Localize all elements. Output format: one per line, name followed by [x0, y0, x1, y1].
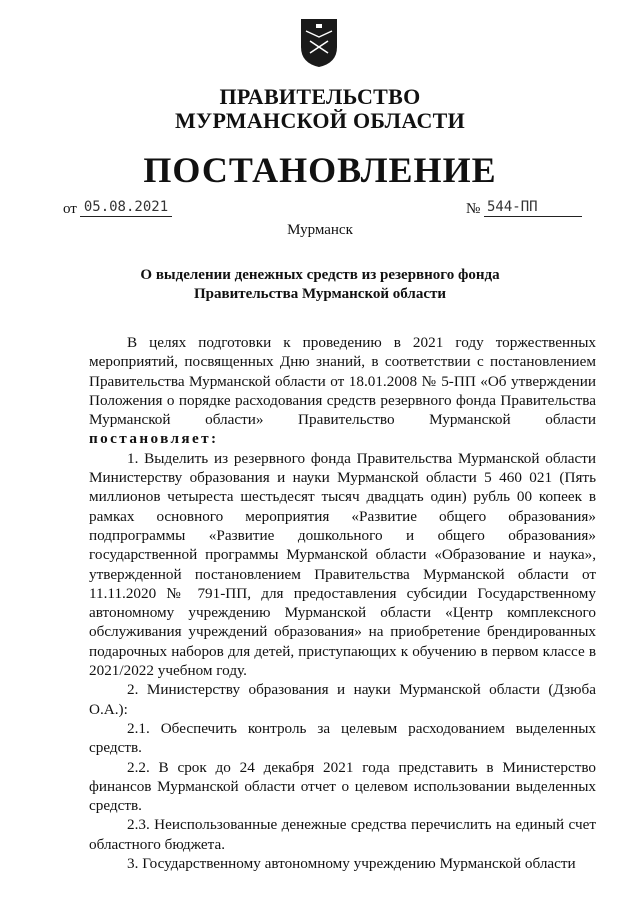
document-body	[89, 333, 596, 873]
organization-name-line2: МУРМАНСКОЙ ОБЛАСТИ	[174, 108, 466, 133]
paragraph-2-1: 2.1. Обеспечить контроль за целевым расходованием выделенных средств.	[89, 719, 596, 757]
organization-name-line1: ПРАВИТЕЛЬСТВО	[219, 84, 421, 109]
document-type: ПОСТАНОВЛЕНИЕ	[143, 150, 497, 190]
city: Мурманск	[287, 222, 353, 238]
document-title-line1: О выделении денежных средств из резервного фонда	[140, 267, 500, 283]
intro-paragraph	[89, 333, 596, 449]
paragraph-2-2: 2.2. В срок до 24 декабря 2021 года представить в Министерство финансов Мурманской области отчет о целевом использовании выделенных средств.	[89, 758, 596, 815]
coat-of-arms-icon	[298, 17, 340, 69]
number-label: №	[466, 201, 481, 217]
document-date: 05.08.2021	[80, 198, 172, 217]
intro-text: В целях подготовки к проведению в 2021 году торжественных мероприятий, посвященных Дню знаний, в соответствии с постановлением Правительства Мурманской области от 18.01.2008 № 5-ПП «Об утверждении Положения о порядке расходования средств резервного фонда Правительства Мурманской области» Правительство Мурманской области	[89, 334, 596, 429]
paragraph-1: 1. Выделить из резервного фонда Правительства Мурманской области Министерству образования и науки Мурманской области 5 460 021 (Пять миллионов четыреста шестьдесят тысяч двадцать один) рубль 00 копеек в рамках основного мероприятия «Развитие общего образования» подпрограммы «Развитие дошкольного и общего образования» государственной программы Мурманской области «Образование и наука», утвержденной постановлением Правительства Мурманской области от 11.11.2020 № 791-ПП, для предоставления субсидии Государственному автономному учреждению Мурманской области «Центр комплексного обслуживания учреждений образования» на приобретение брендированных подарочных наборов для детей, приступающих к обучению в первом классе в 2021/2022 учебном году.	[89, 449, 596, 680]
date-label: от	[63, 201, 77, 217]
document-title-line2: Правительства Мурманской области	[193, 286, 447, 302]
resolves-word: постановляет:	[89, 430, 219, 448]
paragraph-2-3: 2.3. Неиспользованные денежные средства перечислить на единый счет областного бюджета.	[89, 816, 596, 853]
paragraph-3: 3. Государственному автономному учреждению Мурманской области	[127, 855, 576, 873]
paragraph-2: 2. Министерству образования и науки Мурманской области (Дзюба О.А.):	[89, 681, 596, 718]
document-number: 544-ПП	[484, 198, 582, 217]
